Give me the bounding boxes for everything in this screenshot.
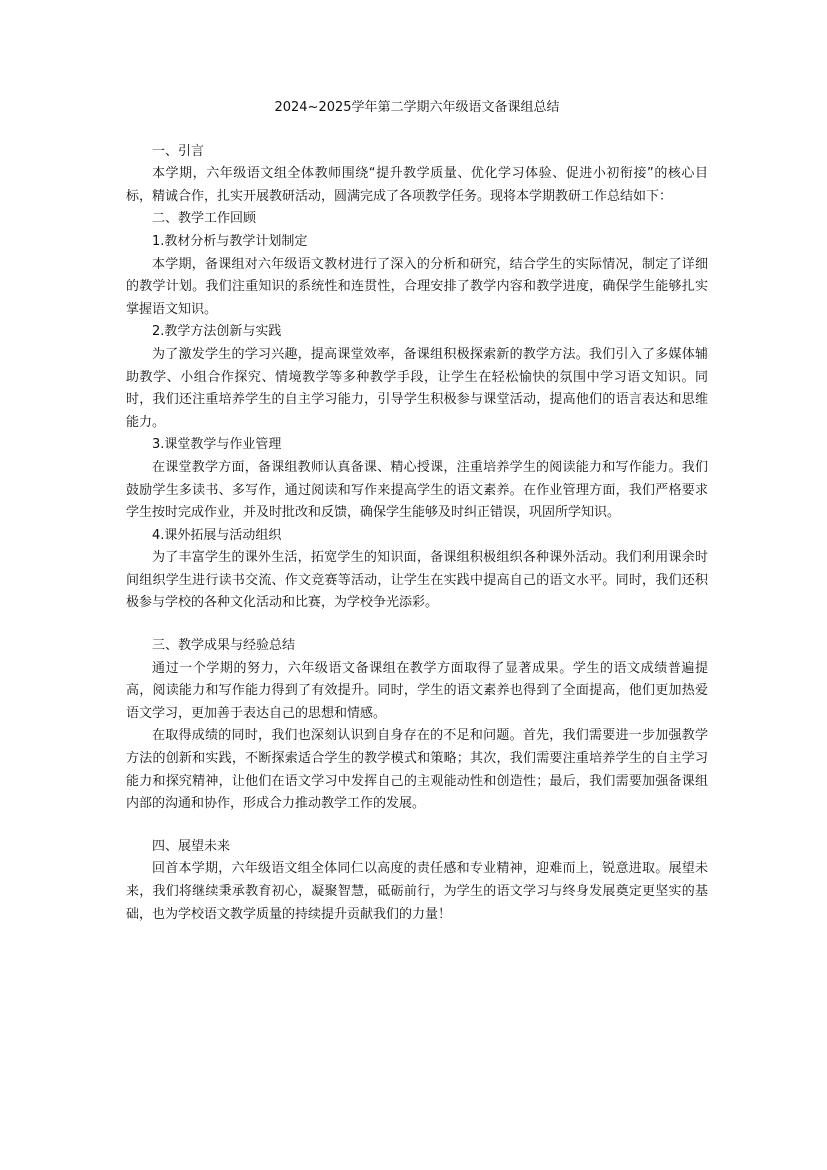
document-title: 2024~2025学年第二学期六年级语文备课组总结	[274, 100, 560, 115]
section-spacer	[126, 615, 708, 635]
section-heading-intro: 一、引言	[152, 143, 205, 159]
outlook-paragraph: 回首本学期，六年级语文组全体同仁以高度的责任感和专业精神，迎难而上，锐意进取。展望未来，我们将继续秉承教育初心，凝聚智慧，砥砺前行，为学生的语文学习与终身发展奠定更坚实的基础，也为学校语文教学质量的持续提升贡献我们的力量！	[126, 861, 708, 922]
subsection-heading-3: 3.课堂教学与作业管理	[152, 437, 282, 453]
subsection-heading-2: 2.教学方法创新与实践	[152, 324, 282, 340]
subsection-paragraph-3: 在课堂教学方面，备课组教师认真备课、精心授课，注重培养学生的阅读能力和写作能力。我们鼓励学生多读书、多写作，通过阅读和写作来提高学生的语文素养。在作业管理方面，我们严格要求学生按时完成作业，并及时批改和反馈，确保学生能够及时纠正错误，巩固所学知识。	[126, 459, 708, 521]
section-spacer	[126, 816, 708, 836]
subsection-paragraph-4: 为了丰富学生的课外生活，拓宽学生的知识面，备课组积极组织各种课外活动。我们利用课余时间组织学生进行读书交流、作文竞赛等活动，让学生在实践中提高自己的语文水平。同时，我们还积极参与学校的各种文化活动和比赛，为学校争光添彩。	[126, 550, 708, 611]
document-body	[126, 97, 708, 926]
results-paragraph-1: 通过一个学期的努力，六年级语文备课组在教学方面取得了显著成果。学生的语文成绩普遍提高，阅读能力和写作能力得到了有效提升。同时，学生的语文素养也得到了全面提高，他们更加热爱语文学习，更加善于表达自己的思想和情感。	[126, 660, 708, 721]
section-heading-results: 三、教学成果与经验总结	[152, 638, 296, 654]
section-heading-outlook: 四、展望未来	[152, 838, 231, 854]
subsection-heading-1: 1.教材分析与教学计划制定	[152, 233, 308, 249]
subsection-paragraph-1: 本学期，备课组对六年级语文教材进行了深入的分析和研究，结合学生的实际情况，制定了详细的教学计划。我们注重知识的系统性和连贯性，合理安排了教学内容和教学进度，确保学生能够扎实掌握语文知识。	[126, 256, 708, 317]
subsection-paragraph-2: 为了激发学生的学习兴趣，提高课堂效率，备课组积极探索新的教学方法。我们引入了多媒体辅助教学、小组合作探究、情境教学等多种教学手段，让学生在轻松愉快的氛围中学习语文知识。同时，我们还注重培养学生的自主学习能力，引导学生积极参与课堂活动，提高他们的语言表达和思维能力。	[126, 346, 708, 430]
subsection-heading-4: 4.课外拓展与活动组织	[152, 527, 282, 543]
section-heading-review: 二、教学工作回顾	[152, 211, 257, 227]
intro-paragraph: 本学期，六年级语文组全体教师围绕“提升教学质量、优化学习体验、促进小初衔接”的核心目标，精诚合作，扎实开展教研活动，圆满完成了各项教学任务。现将本学期教研工作总结如下：	[126, 166, 708, 204]
results-paragraph-2: 在取得成绩的同时，我们也深刻认识到自身存在的不足和问题。首先，我们需要进一步加强教学方法的创新和实践，不断探索适合学生的教学模式和策略；其次，我们需要注重培养学生的自主学习能力和探究精神，让他们在语文学习中发挥自己的主观能动性和创造性；最后，我们需要加强备课组内部的沟通和协作，形成合力推动教学工作的发展。	[126, 728, 708, 812]
